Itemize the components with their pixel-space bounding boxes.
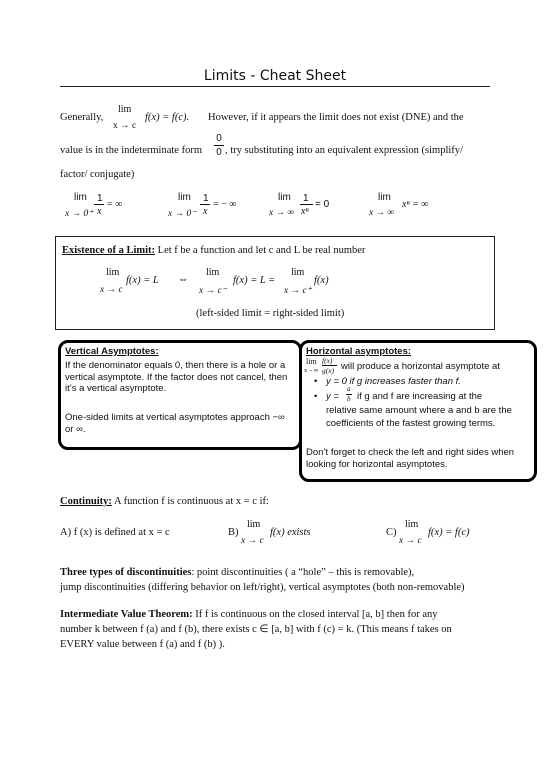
page-title: Limits - Cheat Sheet <box>203 68 347 84</box>
discontinuities-line-2: jump discontinuities (differing behavior on left/right), vertical asymptotes (both non-removable) <box>60 582 465 593</box>
horizontal-b2-num: a <box>347 385 351 393</box>
continuity-b-lim: lim <box>247 519 261 530</box>
horizontal-lim: lim <box>306 357 317 366</box>
intro-try-sub: , try substituting into an equivalent expression (simplify/ <box>225 145 463 156</box>
existence-lhs: f(x) = L <box>126 275 159 286</box>
continuity-text: A function f is continuous at x = c if: <box>113 496 269 507</box>
intro-lim-sub: x → c <box>113 121 137 131</box>
existence-sub-3: x → c⁺ <box>284 286 312 296</box>
existence-text: Let f be a function and let c and L be real number <box>157 245 366 256</box>
special-bar-3 <box>300 204 313 205</box>
continuity-c-lim: lim <box>405 519 419 530</box>
existence-sub-2: x → c⁻ <box>199 286 227 296</box>
intro-factor: factor/ conjugate) <box>60 169 135 180</box>
special-expr-4: xⁿ = ∞ <box>402 199 429 210</box>
bullet-1-dot: • <box>314 376 318 387</box>
ivt-heading: Intermediate Value Theorem: <box>60 609 193 620</box>
existence-line <box>62 246 365 257</box>
existence-heading: Existence of a Limit: <box>62 245 156 256</box>
vertical-p1: If the denominator equals 0, then there is a hole or a vertical asymptote. If the factor does not cancel, then it’s a vertical asymptote. <box>65 360 288 394</box>
iff-symbol: ⇔ <box>178 274 189 285</box>
continuity-b-sub: x → c <box>241 536 264 546</box>
existence-lim-3: lim <box>291 267 305 278</box>
special-den-3: xⁿ <box>301 206 309 217</box>
continuity-b-label: B) <box>228 527 239 538</box>
continuity-c-label: C) <box>386 527 397 538</box>
existence-box <box>55 236 495 330</box>
special-num-1: 1 <box>97 193 103 204</box>
existence-lim-1: lim <box>106 267 120 278</box>
horizontal-frac-den: g(x) <box>322 366 335 375</box>
special-lim-2: lim <box>178 192 191 203</box>
continuity-c-sub: x → c <box>399 536 422 546</box>
ivt-line-3: EVERY value between f (a) and f (b) ). <box>60 639 225 650</box>
special-lim-4: lim <box>378 192 391 203</box>
horizontal-frac-num: f(x) <box>322 356 333 365</box>
discontinuities-line-1 <box>60 568 414 579</box>
frac-bar <box>214 145 224 146</box>
horizontal-bullet-1: y = 0 if g increases faster than f. <box>326 376 461 387</box>
special-lim-1: lim <box>74 192 87 203</box>
horizontal-cont-1: relative same amount where a and b are the <box>326 405 512 416</box>
intro-generally: Generally, <box>60 112 104 123</box>
special-bar-1 <box>94 204 104 205</box>
existence-mid: f(x) = L = <box>233 275 276 286</box>
special-res-3: = 0 <box>315 199 330 210</box>
continuity-line <box>60 497 269 508</box>
horizontal-will-produce: will produce a horizontal asymptote at <box>341 361 500 372</box>
horizontal-p2: Don’t forget to check the left and right sides when looking for horizontal asymptotes. <box>306 447 515 470</box>
ivt-line-1 <box>60 610 438 621</box>
intro-however: However, if it appears the limit does not exist (DNE) and the <box>208 112 464 123</box>
horizontal-b2-den: b <box>347 395 351 403</box>
special-sub-1: x → 0⁺ <box>65 209 94 219</box>
ivt-text-1: If f is continuous on the closed interval [a, b] then for any <box>195 609 438 620</box>
special-res-1: = ∞ <box>107 199 123 210</box>
continuity-heading: Continuity: <box>60 496 112 507</box>
bullet-2-dot: • <box>314 391 318 402</box>
existence-lim-2: lim <box>206 267 220 278</box>
horizontal-bullet-2-post: if g and f are increasing at the <box>357 391 483 402</box>
discontinuities-heading: Three types of discontinuities <box>60 567 192 578</box>
frac-zero-num: 0 <box>216 133 222 144</box>
intro-value-line: value is in the indeterminate form <box>60 145 202 156</box>
discontinuities-text-1: : point discontinuities ( a “hole” – this is removable), <box>191 567 415 578</box>
vertical-asymptotes-box <box>58 340 302 450</box>
special-limits-row <box>60 192 490 222</box>
special-num-3: 1 <box>303 193 309 204</box>
horizontal-asymptotes-box <box>299 340 537 482</box>
existence-rhs: f(x) <box>314 275 329 286</box>
horizontal-heading: Horizontal asymptotes: <box>306 346 412 357</box>
special-sub-2: x → 0⁻ <box>168 209 197 219</box>
special-den-1: x <box>97 206 102 217</box>
intro-lim: lim <box>118 104 132 115</box>
special-bar-2 <box>200 204 210 205</box>
special-sub-4: x → ∞ <box>369 208 395 218</box>
frac-zero-den: 0 <box>216 147 222 158</box>
continuity-b-expr: f(x) exists <box>270 527 311 538</box>
ivt-line-2: number k between f (a) and f (b), there exists c ∈ [a, b] with f (c) = k. (This means f takes on <box>60 624 452 635</box>
horizontal-cont-2: coefficients of the fastest growing terms. <box>326 418 496 429</box>
special-num-2: 1 <box>203 193 209 204</box>
continuity-c-expr: f(x) = f(c) <box>428 527 470 538</box>
intro-f-eq: f(x) = f(c). <box>145 112 190 123</box>
vertical-p2: One-sided limits at vertical asymptotes approach −∞ or ∞. <box>65 412 285 435</box>
special-sub-3: x → ∞ <box>269 208 295 218</box>
special-res-2: = − ∞ <box>213 199 237 210</box>
horizontal-bullet-2-pre: y = <box>326 391 339 402</box>
special-den-2: x <box>203 206 208 217</box>
horizontal-lim-sub: x→∞ <box>304 367 319 374</box>
special-lim-3: lim <box>278 192 291 203</box>
title-rule <box>60 86 490 87</box>
existence-note: (left-sided limit = right-sided limit) <box>196 308 345 319</box>
existence-sub-1: x → c <box>100 285 123 295</box>
vertical-heading: Vertical Asymptotes: <box>65 346 159 357</box>
continuity-a: A) f (x) is defined at x = c <box>60 527 170 538</box>
